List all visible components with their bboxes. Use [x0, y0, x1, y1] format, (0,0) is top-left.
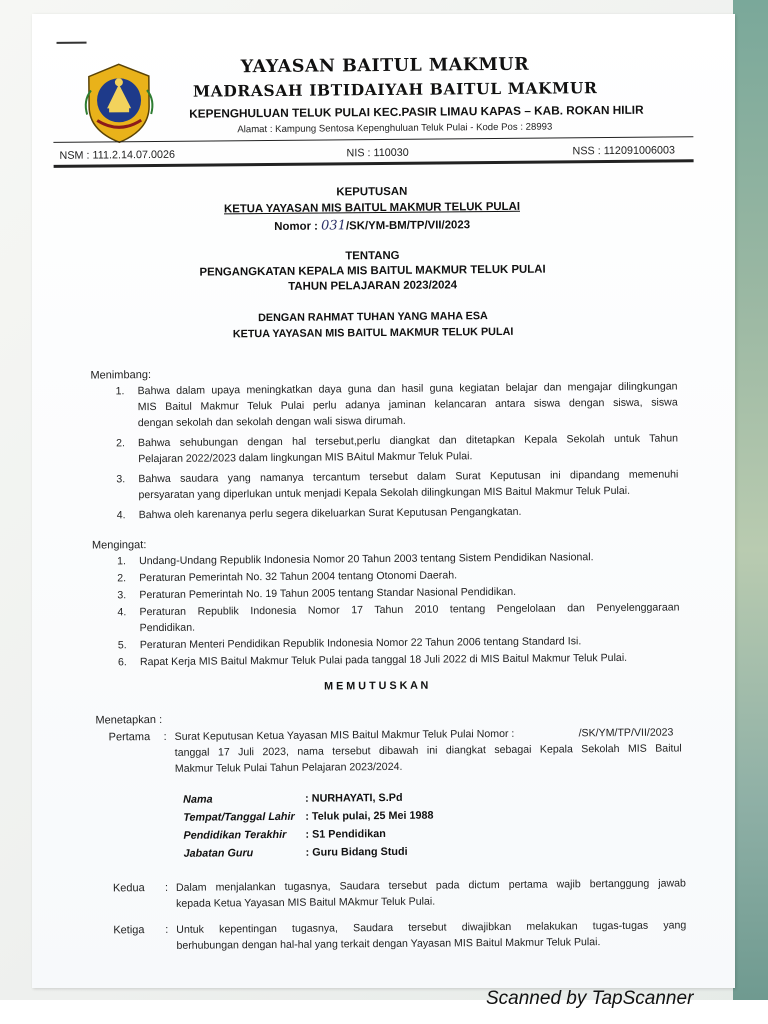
document-page: [32, 14, 735, 988]
person-label: Pendidikan Terakhir: [183, 828, 287, 842]
menimbang-num: 3.: [116, 473, 126, 486]
region-line: KEPENGHULUAN TELUK PULAI KEC.PASIR LIMAU KAPAS – KAB. ROKAN HILIR: [189, 102, 644, 121]
menetapkan-title: Menetapkan :: [95, 713, 163, 727]
foundation-name: YAYASAN BAITUL MAKMUR: [240, 54, 530, 78]
about-label: TENTANG: [345, 249, 400, 263]
pertama-text: Surat Keputusan Ketua Yayasan MIS Baitul Makmur Teluk Pulai Nomor :: [174, 727, 515, 743]
pertama-label: Pertama: [108, 731, 151, 744]
kedua-text: Dalam menjalankan tugasnya, Saudara tersebut pada dictum pertama wajib bertanggung jawab: [175, 877, 686, 894]
person-label: Nama: [183, 793, 213, 806]
kedua-text: kepada Ketua Yayasan MIS Baitul MAkmur Teluk Pulai.: [176, 895, 436, 910]
mengingat-text: Peraturan Menteri Pendidikan Republik Indonesia Nomor 22 Tahun 2006 tentang Standard Isi.: [139, 635, 582, 652]
nss-number: NSS : 112091006003: [572, 144, 676, 158]
mengingat-text: Peraturan Pemerintah No. 19 Tahun 2005 tentang Standar Nasional Pendidikan.: [139, 585, 517, 602]
menimbang-text: Pelajaran 2022/2023 dalam lingkungan MIS BAitul Makmur Teluk Pulai.: [138, 450, 473, 466]
nis-number: NIS : 110030: [346, 146, 409, 160]
pen-mark: [57, 42, 87, 44]
handwritten-number: 031: [321, 218, 347, 234]
menimbang-num: 4.: [116, 509, 126, 522]
kedua-label: Kedua: [112, 882, 145, 895]
menimbang-num: 1.: [115, 385, 125, 398]
person-value: : Teluk pulai, 25 Mei 1988: [305, 809, 434, 823]
menimbang-text: Bahwa oleh karenanya perlu segera dikeluarkan Surat Keputusan Pengangkatan.: [138, 505, 522, 522]
ketiga-label: Ketiga: [113, 924, 145, 937]
mengingat-text: Peraturan Republik Indonesia Nomor 17 Tahun 2010 tentang Pengelolaan dan Penyelenggaraan: [139, 601, 680, 619]
pertama-text: tanggal 17 Juli 2023, nama tersebut dibawah ini diangkat sebagai Kepala Sekolah MIS Baitul: [174, 742, 682, 759]
pertama-number: /SK/YM/TP/VII/2023: [578, 726, 674, 740]
decree-number: [32, 215, 712, 236]
menimbang-text: Bahwa sehubungan dengan hal tersebut,perlu diangkat dan ditetapkan Kepala Sekolah untuk Tahun: [137, 432, 679, 450]
nsm-number: NSM : 111.2.14.07.0026: [59, 148, 176, 162]
foundation-logo-emblem: [79, 60, 160, 145]
decree-number-prefix: Nomor :: [274, 220, 319, 233]
mengingat-title: Mengingat:: [91, 539, 147, 552]
mengingat-text: Rapat Kerja MIS Baitul Makmur Teluk Pulai pada tanggal 18 Juli 2022 di MIS Baitul Makmur Teluk Pulai.: [139, 651, 628, 669]
person-label: Jabatan Guru: [183, 847, 254, 860]
kedua-colon: :: [164, 881, 169, 894]
about-line-2: TAHUN PELAJARAN 2023/2024: [288, 279, 458, 293]
memutuskan-heading: M E M U T U S K A N: [324, 679, 429, 693]
decree-issuer: KETUA YAYASAN MIS BAITUL MAKMUR TELUK PULAI: [223, 200, 521, 216]
address-line: Alamat : Kampung Sentosa Kepenghuluan Teluk Pulai - Kode Pos : 28993: [237, 121, 553, 136]
mengingat-num: 5.: [117, 639, 127, 652]
mengingat-text: Undang-Undang Republik Indonesia Nomor 20 Tahun 2003 tentang Sistem Pendidikan Nasional.: [139, 551, 594, 568]
person-label: Tempat/Tanggal Lahir: [183, 810, 295, 824]
madrasah-name: MADRASAH IBTIDAIYAH BAITUL MAKMUR: [192, 78, 598, 101]
menimbang-num: 2.: [115, 437, 125, 450]
mengingat-num: 2.: [117, 572, 127, 585]
mengingat-num: 3.: [117, 589, 127, 602]
menimbang-title: Menimbang:: [90, 369, 152, 382]
pertama-text: Makmur Teluk Pulai Tahun Pelajaran 2023/2024.: [174, 760, 403, 775]
ketiga-text: berhubungan dengan hal-hal yang terkait dengan Yayasan MIS Baitul Makmur Teluk Pulai.: [176, 936, 601, 952]
menimbang-text: dengan sekolah dan sekolah dengan wali siswa dirumah.: [137, 414, 406, 430]
mengingat-num: 6.: [117, 656, 127, 669]
grace-line-2: KETUA YAYASAN MIS BAITUL MAKMUR TELUK PULAI: [232, 325, 514, 341]
person-value: : S1 Pendidikan: [305, 828, 386, 841]
mengingat-text: Peraturan Pemerintah No. 32 Tahun 2004 tentang Otonomi Daerah.: [139, 569, 458, 585]
scanner-watermark: Scanned by TapScanner: [486, 988, 694, 1009]
ketiga-text: Untuk kepentingan tugasnya, Saudara tersebut diwajibkan melakukan tugas-tugas yang: [176, 919, 687, 936]
menimbang-text: Bahwa dalam upaya meningkatkan daya guna dan hasil guna kegiatan belajar dan mengajar dilingkungan: [137, 380, 678, 398]
menimbang-text: Bahwa saudara yang namanya tercantum tersebut dalam Surat Keputusan ini dipandang memenuhi: [138, 468, 679, 486]
grace-line-1: DENGAN RAHMAT TUHAN YANG MAHA ESA: [258, 310, 488, 325]
pertama-colon: :: [163, 730, 167, 743]
decree-number-suffix: /SK/YM-BM/TP/VII/2023: [345, 219, 471, 233]
about-line-1: PENGANGKATAN KEPALA MIS BAITUL MAKMUR TELUK PULAI: [199, 263, 546, 279]
mengingat-text: Pendidikan.: [139, 621, 196, 635]
ketiga-colon: :: [165, 923, 169, 936]
person-value: : Guru Bidang Studi: [305, 845, 408, 859]
menimbang-text: MIS Baitul Makmur Teluk Pulai perlu adanya jaminan kelancaran antara siswa dengan siswa, siswa: [137, 396, 678, 414]
person-value: : NURHAYATI, S.Pd: [305, 791, 403, 805]
menimbang-text: persyaratan yang diperlukan untuk menjadi Kepala Sekolah dilingkungan MIS Baitul Makmur Teluk Pulai.: [138, 484, 631, 502]
mengingat-num: 1.: [117, 555, 126, 568]
mengingat-num: 4.: [117, 606, 127, 619]
decree-label: KEPUTUSAN: [336, 185, 408, 199]
